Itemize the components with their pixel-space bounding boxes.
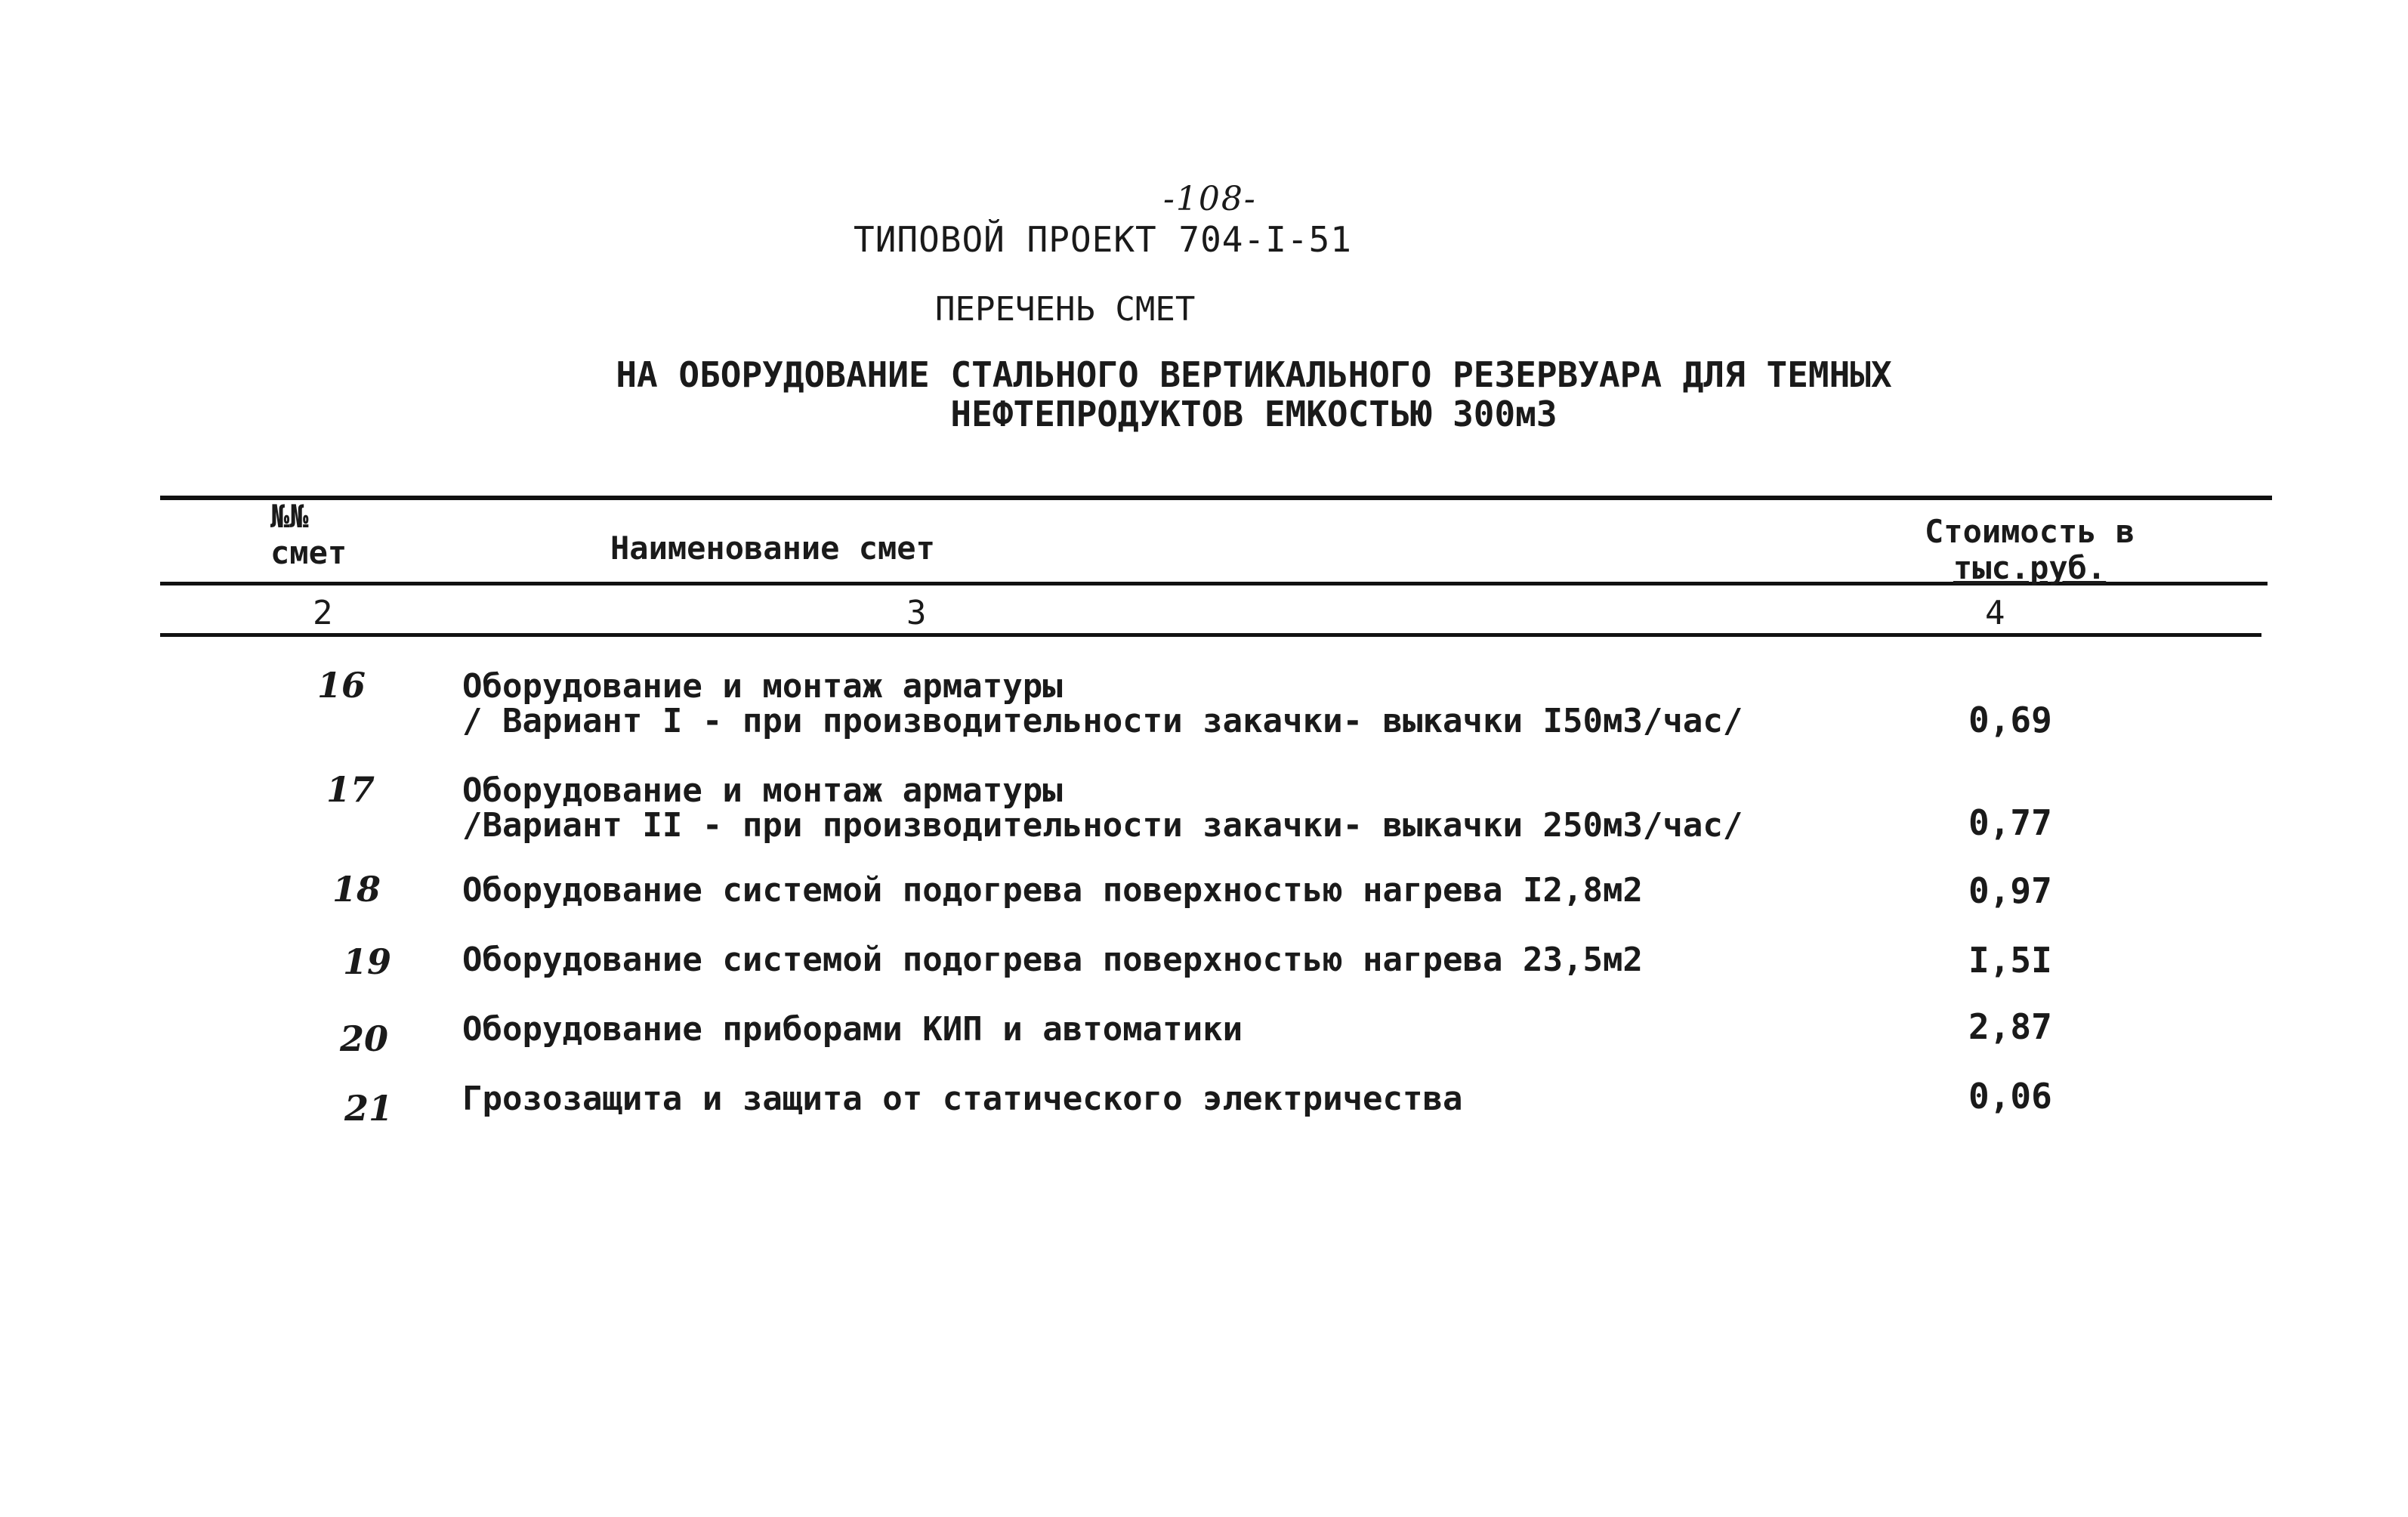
- row-cost: 0,06: [1968, 1076, 2052, 1117]
- row-name-line-1: Оборудование и монтаж арматуры: [462, 771, 1063, 810]
- header-name: Наименование смет: [610, 530, 935, 567]
- heading-line-2: НЕФТЕПРОДУКТОВ ЕМКОСТЬЮ 300м3: [950, 394, 1557, 434]
- row-number: 19: [343, 941, 392, 982]
- row-name-line-1: Грозозащита и защита от статического электричества: [462, 1080, 1463, 1118]
- column-number-3: 3: [906, 594, 927, 632]
- row-number: 20: [340, 1018, 389, 1059]
- row-number: 18: [332, 869, 381, 910]
- table-column-number-rule: [160, 633, 2261, 637]
- document-title: ТИПОВОЙ ПРОЕКТ 704-I-51: [854, 219, 1352, 260]
- row-name: [462, 1012, 1243, 1047]
- row-number: 21: [344, 1088, 394, 1129]
- row-name-line-1: Оборудование и монтаж арматуры: [462, 667, 1063, 706]
- header-cost-line-1: Стоимость в: [1925, 513, 2135, 550]
- document-subtitle: ПЕРЕЧЕНЬ СМЕТ: [935, 290, 1196, 329]
- header-number: [270, 499, 347, 571]
- header-cost-line-2: тыс.руб.: [1953, 549, 2107, 586]
- row-cost: 0,77: [1968, 802, 2052, 843]
- row-name-line-2: / Вариант I - при производительности закачки- выкачки I50м3/час/: [462, 702, 1743, 740]
- row-cost: I,5I: [1968, 940, 2052, 981]
- table-top-rule: [160, 496, 2272, 500]
- row-cost: 2,87: [1968, 1006, 2052, 1047]
- row-number: 16: [317, 665, 366, 706]
- heading-line-1: НА ОБОРУДОВАНИЕ СТАЛЬНОГО ВЕРТИКАЛЬНОГО РЕЗЕРВУАРА ДЛЯ ТЕМНЫХ: [616, 354, 1892, 395]
- column-number-2: 2: [313, 594, 333, 632]
- row-cost: 0,97: [1968, 870, 2052, 911]
- column-number-4: 4: [1985, 594, 2005, 632]
- row-number: 17: [326, 769, 375, 810]
- row-name: [462, 873, 1643, 908]
- header-cost: [1925, 514, 2135, 586]
- row-cost: 0,69: [1968, 700, 2052, 740]
- row-name-line-1: Оборудование приборами КИП и автоматики: [462, 1010, 1243, 1049]
- row-name-line-1: Оборудование системой подогрева поверхностью нагрева 23,5м2: [462, 941, 1643, 979]
- row-name: [462, 669, 1743, 739]
- row-name-line-2: /Вариант II - при производительности закачки- выкачки 250м3/час/: [462, 806, 1743, 845]
- page-number: -108-: [1163, 180, 1257, 218]
- row-name-line-1: Оборудование системой подогрева поверхностью нагрева I2,8м2: [462, 871, 1643, 910]
- row-name: [462, 771, 1743, 845]
- document-heading: [612, 355, 1896, 434]
- row-name: [462, 1082, 1463, 1117]
- row-name: [462, 943, 1643, 978]
- header-number-line-2: смет: [270, 534, 347, 571]
- header-number-line-1: №№: [270, 498, 309, 535]
